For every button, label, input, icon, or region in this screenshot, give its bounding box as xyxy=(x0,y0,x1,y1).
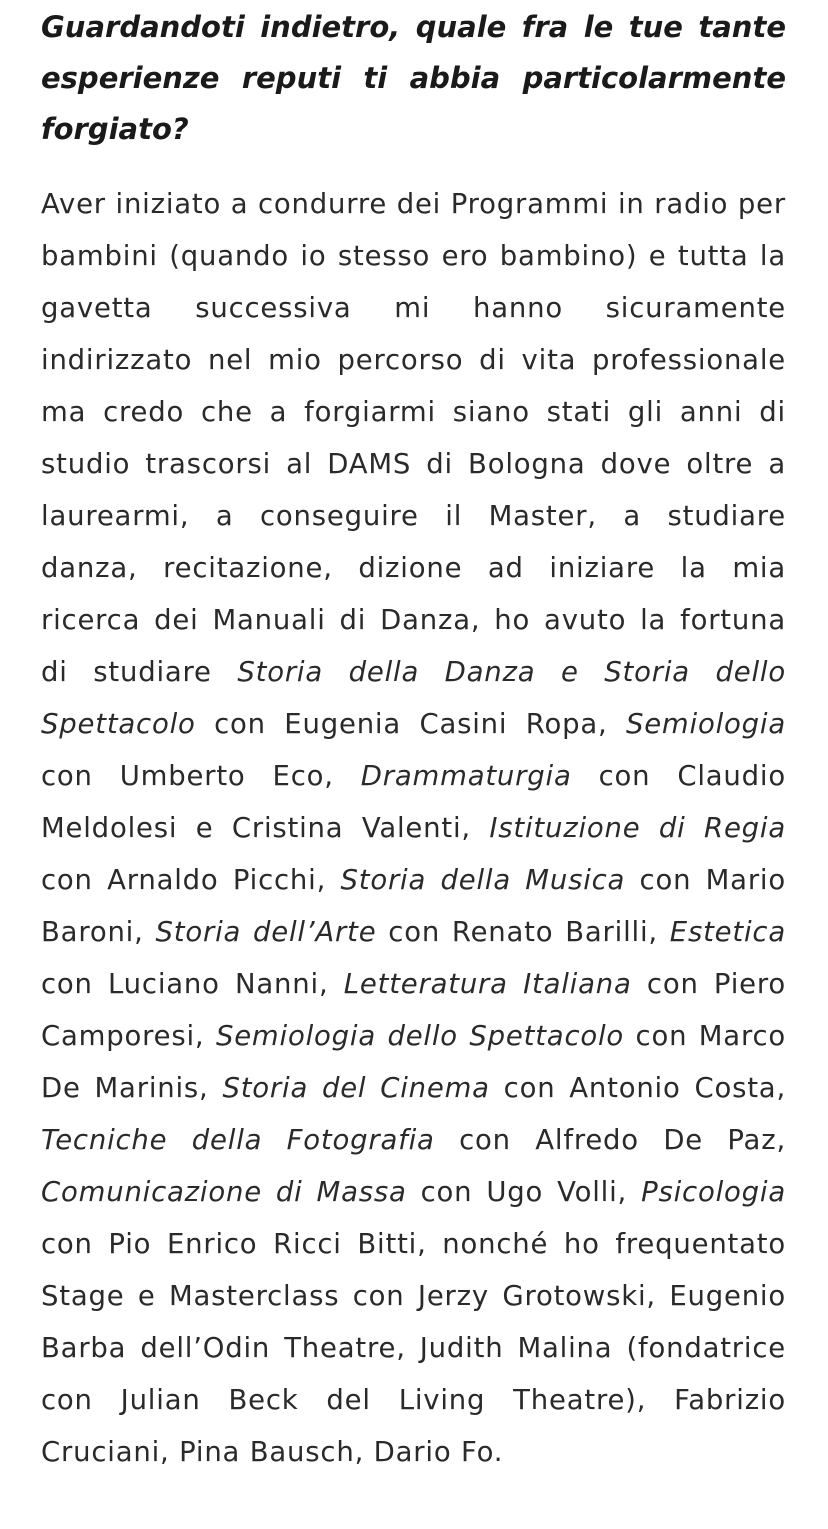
answer-text: con Antonio Costa, xyxy=(489,1072,786,1104)
interview-answer xyxy=(41,178,786,1478)
course-name: Storia della Danza e Storia dello Spettacolo xyxy=(41,656,786,740)
answer-text: con Eugenia Casini Ropa, xyxy=(195,708,626,740)
answer-text: con Arnaldo Picchi, xyxy=(41,864,341,896)
interview-question: Guardandoti indietro, quale fra le tue tante esperienze reputi ti abbia particolarmente forgiato? xyxy=(41,10,786,146)
course-name: Letteratura Italiana xyxy=(343,968,632,1000)
course-name: Comunicazione di Massa xyxy=(41,1176,407,1208)
answer-text: con Mario Baroni, xyxy=(41,864,787,948)
answer-text: con Pio Enrico Ricci Bitti, nonché ho frequentato Stage e Masterclass con Jerzy Grotowski, Eugenio Barba dell’Odin Theatre, Judith Malina (fondatrice con Julian Beck del Living Theatre), Fabrizio Cruciani, Pina Bausch, Dario Fo. xyxy=(41,1228,786,1468)
answer-text: con Alfredo De Paz, xyxy=(434,1124,786,1156)
course-name: Istituzione di Regia xyxy=(489,812,787,844)
course-name: Psicologia xyxy=(641,1176,786,1208)
answer-text: con Piero Camporesi, xyxy=(41,968,786,1052)
answer-text: con Umberto Eco, xyxy=(41,760,361,792)
answer-text: con Luciano Nanni, xyxy=(41,968,344,1000)
course-name: Drammaturgia xyxy=(360,760,572,792)
course-name: Semiologia xyxy=(625,708,786,740)
answer-text: con Claudio Meldolesi e Cristina Valenti, xyxy=(41,760,786,844)
answer-text: con Marco De Marinis, xyxy=(41,1020,787,1104)
course-name: Storia dell’Arte xyxy=(155,916,377,948)
answer-text: con Ugo Volli, xyxy=(406,1176,642,1208)
course-name: Tecniche della Fotografia xyxy=(41,1124,435,1156)
answer-text: Aver iniziato a condurre dei Programmi in radio per bambini (quando io stesso ero bambino) e tutta la gavetta successiva mi hanno sicuramente indirizzato nel mio percorso di vita professionale ma credo che a forgiarmi siano stati gli anni di studio trascorsi al DAMS di Bologna dove oltre a laurearmi, a conseguire il Master, a studiare danza, recitazione, dizione ad iniziare la mia ricerca dei Manuali di Danza, ho avuto la fortuna di studiare xyxy=(41,188,786,688)
course-name: Storia della Musica xyxy=(340,864,626,896)
course-name: Estetica xyxy=(669,916,786,948)
course-name: Semiologia dello Spettacolo xyxy=(215,1020,625,1052)
course-name: Storia del Cinema xyxy=(222,1072,490,1104)
answer-text: con Renato Barilli, xyxy=(376,916,670,948)
